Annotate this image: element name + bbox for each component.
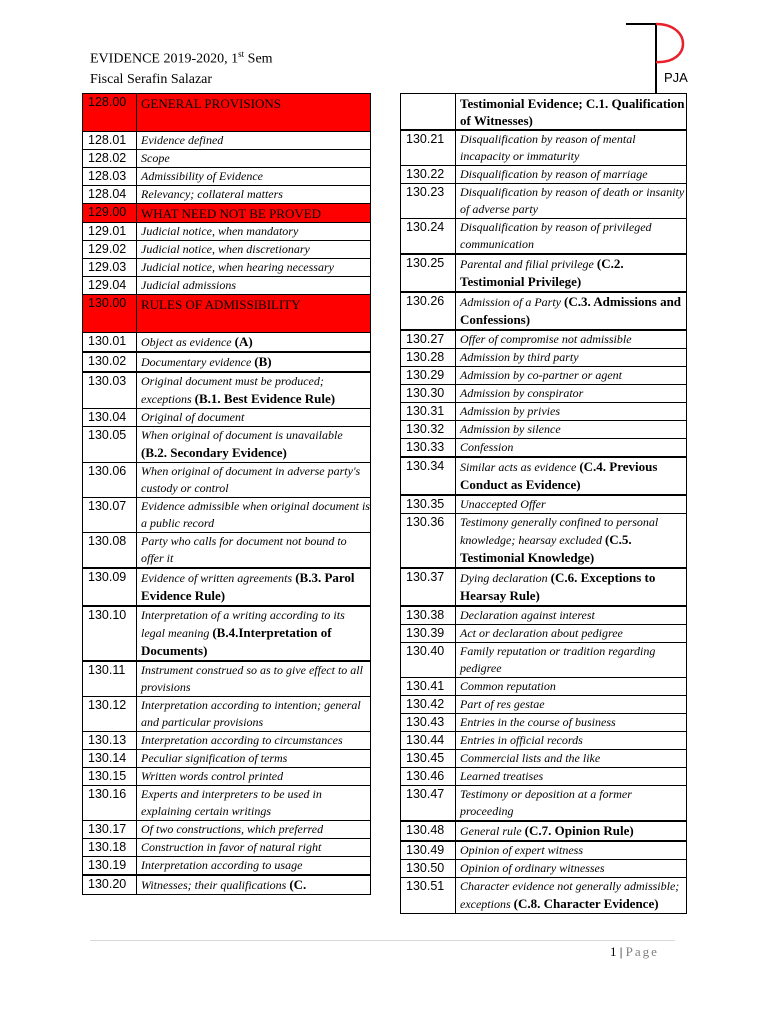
title-text: Admission by third party bbox=[460, 350, 579, 364]
toc-row bbox=[401, 606, 687, 625]
toc-row bbox=[83, 223, 371, 241]
topic-label: (C.4. Previous Conduct as Evidence) bbox=[460, 459, 658, 492]
section-title bbox=[137, 786, 371, 821]
title-text: WHAT NEED NOT BE PROVED bbox=[141, 206, 322, 221]
toc-row bbox=[401, 625, 687, 643]
title-text: Interpretation according to intention; general and particular provisions bbox=[141, 698, 361, 729]
toc-row bbox=[401, 421, 687, 439]
toc-row bbox=[401, 678, 687, 696]
toc-row bbox=[401, 385, 687, 403]
section-number: 129.00 bbox=[83, 204, 137, 223]
toc-row bbox=[83, 186, 371, 204]
section-number: 129.01 bbox=[83, 223, 137, 241]
section-title bbox=[456, 254, 687, 292]
section-title bbox=[137, 168, 371, 186]
right-toc-table bbox=[400, 93, 687, 914]
section-number: 129.04 bbox=[83, 277, 137, 295]
toc-row bbox=[83, 333, 371, 353]
toc-row bbox=[401, 219, 687, 255]
section-title bbox=[456, 457, 687, 495]
title-text: Written words control printed bbox=[141, 769, 284, 783]
section-title bbox=[456, 514, 687, 569]
section-number: 130.40 bbox=[401, 643, 456, 678]
section-number: 130.20 bbox=[83, 875, 137, 895]
section-title bbox=[137, 204, 371, 223]
section-title bbox=[137, 750, 371, 768]
title-text: Disqualification by reason of mental incapacity or immaturity bbox=[460, 132, 636, 163]
title-text: Of two constructions, which preferred bbox=[141, 822, 324, 836]
title-text: Parental and filial privilege bbox=[460, 257, 594, 271]
title-text: Disqualification by reason of privileged communication bbox=[460, 220, 652, 251]
section-number: 129.02 bbox=[83, 241, 137, 259]
section-number: 130.22 bbox=[401, 166, 456, 184]
section-number: 130.15 bbox=[83, 768, 137, 786]
topic-label: (B.1. Best Evidence Rule) bbox=[194, 391, 336, 406]
title-text: Interpretation according to usage bbox=[141, 858, 303, 872]
title-text: Experts and interpreters to be used in explaining certain writings bbox=[141, 787, 322, 818]
section-number: 130.24 bbox=[401, 219, 456, 255]
section-title bbox=[456, 714, 687, 732]
section-title bbox=[137, 768, 371, 786]
title-text: Evidence defined bbox=[141, 133, 224, 147]
title-text: Original of document bbox=[141, 410, 245, 424]
section-title bbox=[137, 223, 371, 241]
title-text: Common reputation bbox=[460, 679, 556, 693]
topic-label: (C.8. Character Evidence) bbox=[513, 896, 659, 911]
toc-row bbox=[401, 732, 687, 750]
footer-divider bbox=[90, 940, 675, 941]
title-text: Judicial admissions bbox=[141, 278, 236, 292]
toc-row bbox=[83, 750, 371, 768]
title-text: Admissibility of Evidence bbox=[141, 169, 263, 183]
section-number: 128.04 bbox=[83, 186, 137, 204]
toc-row bbox=[401, 821, 687, 841]
topic-label: (B) bbox=[254, 354, 272, 369]
section-title bbox=[456, 786, 687, 822]
section-number: 128.00 bbox=[83, 94, 137, 132]
title-text: Relevancy; collateral matters bbox=[141, 187, 283, 201]
section-title bbox=[456, 878, 687, 914]
section-title bbox=[137, 94, 371, 132]
toc-row bbox=[83, 857, 371, 876]
title-text: Admission by silence bbox=[460, 422, 561, 436]
section-title bbox=[137, 661, 371, 697]
section-number: 130.18 bbox=[83, 839, 137, 857]
title-text: Judicial notice, when mandatory bbox=[141, 224, 299, 238]
section-number: 130.42 bbox=[401, 696, 456, 714]
toc-row bbox=[83, 875, 371, 895]
title-text: Disqualification by reason of death or insanity of adverse party bbox=[460, 185, 685, 216]
topic-label: (B.2. Secondary Evidence) bbox=[141, 445, 287, 460]
toc-row bbox=[83, 132, 371, 150]
title-text: Admission by conspirator bbox=[460, 386, 584, 400]
title-text: Testimony generally confined to personal knowledge; hearsay excluded bbox=[460, 515, 659, 547]
course-title: EVIDENCE 2019-2020, 1st Sem bbox=[90, 49, 273, 67]
section-title bbox=[137, 427, 371, 463]
page-separator: | bbox=[619, 944, 623, 959]
section-title bbox=[456, 166, 687, 184]
title-text: Construction in favor of natural right bbox=[141, 840, 322, 854]
section-number: 130.33 bbox=[401, 439, 456, 458]
toc-row bbox=[83, 463, 371, 498]
toc-row bbox=[83, 277, 371, 295]
section-title bbox=[456, 625, 687, 643]
title-text: Admission by co-partner or agent bbox=[460, 368, 622, 382]
title-text: Entries in official records bbox=[460, 733, 583, 747]
left-toc-table bbox=[82, 93, 371, 895]
title-text: Act or declaration about pedigree bbox=[460, 626, 623, 640]
section-title bbox=[456, 841, 687, 860]
toc-row bbox=[401, 457, 687, 495]
section-title bbox=[137, 333, 371, 353]
page-number: 1 bbox=[610, 944, 617, 959]
title-text: Family reputation or tradition regarding pedigree bbox=[460, 644, 656, 675]
title-text: Learned treatises bbox=[460, 769, 544, 783]
section-title bbox=[137, 259, 371, 277]
toc-row bbox=[83, 697, 371, 732]
title-text: Opinion of expert witness bbox=[460, 843, 583, 857]
toc-row bbox=[401, 130, 687, 166]
toc-row bbox=[401, 786, 687, 822]
section-number: 130.37 bbox=[401, 568, 456, 606]
section-number: 128.01 bbox=[83, 132, 137, 150]
section-number: 130.51 bbox=[401, 878, 456, 914]
section-title bbox=[137, 498, 371, 533]
section-number: 130.47 bbox=[401, 786, 456, 822]
pja-logo-icon bbox=[622, 18, 692, 98]
title-text: Declaration against interest bbox=[460, 608, 595, 622]
toc-row bbox=[401, 367, 687, 385]
section-number: 130.28 bbox=[401, 349, 456, 367]
title-text: Unaccepted Offer bbox=[460, 497, 546, 511]
title-text: When original of document in adverse party's custody or control bbox=[141, 464, 361, 495]
toc-row bbox=[83, 241, 371, 259]
title-text: Evidence admissible when original document is a public record bbox=[141, 499, 370, 530]
toc-row bbox=[83, 352, 371, 372]
section-number: 130.17 bbox=[83, 821, 137, 839]
toc-row bbox=[401, 750, 687, 768]
section-number: 130.09 bbox=[83, 568, 137, 606]
toc-row bbox=[83, 568, 371, 606]
title-text: Part of res gestae bbox=[460, 697, 545, 711]
section-title bbox=[456, 732, 687, 750]
logo-text: PJA bbox=[664, 70, 688, 85]
section-number: 128.03 bbox=[83, 168, 137, 186]
toc-row bbox=[401, 714, 687, 732]
section-title bbox=[456, 696, 687, 714]
instructor-name: Fiscal Serafin Salazar bbox=[90, 71, 213, 87]
document-header bbox=[90, 44, 273, 90]
section-number: 130.30 bbox=[401, 385, 456, 403]
section-title bbox=[456, 130, 687, 166]
toc-row bbox=[401, 184, 687, 219]
toc-row bbox=[83, 661, 371, 697]
toc-row bbox=[401, 403, 687, 421]
section-number: 130.07 bbox=[83, 498, 137, 533]
section-number: 130.26 bbox=[401, 292, 456, 330]
section-title bbox=[137, 857, 371, 876]
toc-row bbox=[83, 150, 371, 168]
section-title bbox=[137, 352, 371, 372]
section-number: 130.50 bbox=[401, 860, 456, 878]
section-number: 130.06 bbox=[83, 463, 137, 498]
title-text: When original of document is unavailable bbox=[141, 428, 343, 442]
section-title bbox=[137, 839, 371, 857]
section-title bbox=[456, 678, 687, 696]
title-text: Dying declaration bbox=[460, 571, 548, 585]
title-text: Scope bbox=[141, 151, 170, 165]
section-number: 130.21 bbox=[401, 130, 456, 166]
title-text: Commercial lists and the like bbox=[460, 751, 601, 765]
section-title bbox=[456, 439, 687, 458]
topic-label: (C.5. Testimonial Knowledge) bbox=[460, 532, 632, 565]
section-row bbox=[83, 94, 371, 132]
toc-row bbox=[83, 768, 371, 786]
title-text: Evidence of written agreements bbox=[141, 571, 293, 585]
section-title bbox=[456, 94, 687, 131]
section-title bbox=[137, 409, 371, 427]
section-number: 130.04 bbox=[83, 409, 137, 427]
toc-row bbox=[83, 498, 371, 533]
section-title bbox=[456, 292, 687, 330]
topic-label: (A) bbox=[234, 334, 253, 349]
topic-label: (B.4.Interpretation of Documents) bbox=[141, 625, 332, 658]
section-number: 130.45 bbox=[401, 750, 456, 768]
section-number: 130.44 bbox=[401, 732, 456, 750]
section-title bbox=[137, 875, 371, 895]
title-text: Admission by privies bbox=[460, 404, 560, 418]
title-text: Disqualification by reason of marriage bbox=[460, 167, 648, 181]
toc-row bbox=[83, 259, 371, 277]
section-title bbox=[456, 219, 687, 255]
title-text: Judicial notice, when discretionary bbox=[141, 242, 310, 256]
toc-row bbox=[83, 839, 371, 857]
toc-row bbox=[401, 841, 687, 860]
title-text: Instrument construed so as to give effect to all provisions bbox=[141, 663, 363, 694]
section-number: 130.46 bbox=[401, 768, 456, 786]
toc-row bbox=[401, 878, 687, 914]
section-number: 130.48 bbox=[401, 821, 456, 841]
section-title bbox=[456, 349, 687, 367]
section-title bbox=[456, 421, 687, 439]
section-title bbox=[137, 732, 371, 750]
section-number: 130.29 bbox=[401, 367, 456, 385]
section-title bbox=[456, 385, 687, 403]
section-number: 130.39 bbox=[401, 625, 456, 643]
toc-row bbox=[83, 732, 371, 750]
toc-row bbox=[83, 427, 371, 463]
toc-row bbox=[401, 643, 687, 678]
section-number: 130.41 bbox=[401, 678, 456, 696]
section-title bbox=[137, 606, 371, 661]
topic-label: (C.3. Admissions and Confessions) bbox=[460, 294, 682, 327]
topic-label: (C. bbox=[289, 877, 307, 892]
section-row bbox=[83, 295, 371, 333]
section-title bbox=[456, 606, 687, 625]
section-number: 130.38 bbox=[401, 606, 456, 625]
toc-row bbox=[401, 330, 687, 349]
section-number: 130.31 bbox=[401, 403, 456, 421]
section-number: 130.43 bbox=[401, 714, 456, 732]
title-text: Entries in the course of business bbox=[460, 715, 616, 729]
toc-row bbox=[83, 821, 371, 839]
title-text: Confession bbox=[460, 440, 514, 454]
section-title bbox=[137, 132, 371, 150]
toc-row bbox=[83, 533, 371, 569]
title-text: Offer of compromise not admissible bbox=[460, 332, 632, 346]
toc-row bbox=[401, 254, 687, 292]
section-title bbox=[137, 697, 371, 732]
section-title bbox=[137, 295, 371, 333]
section-title bbox=[137, 186, 371, 204]
toc-row bbox=[401, 768, 687, 786]
topic-label: (C.7. Opinion Rule) bbox=[524, 823, 634, 838]
section-title bbox=[137, 463, 371, 498]
section-number: 130.12 bbox=[83, 697, 137, 732]
section-title bbox=[456, 495, 687, 514]
section-number: 130.25 bbox=[401, 254, 456, 292]
toc-row bbox=[83, 606, 371, 661]
title-text: Witnesses; their qualifications bbox=[141, 878, 287, 892]
title-text: Judicial notice, when hearing necessary bbox=[141, 260, 334, 274]
topic-label: (C.2. Testimonial Privilege) bbox=[460, 256, 624, 289]
title-text: Peculiar signification of terms bbox=[141, 751, 288, 765]
section-number bbox=[401, 94, 456, 131]
toc-row bbox=[401, 349, 687, 367]
toc-row bbox=[83, 786, 371, 821]
section-number: 130.01 bbox=[83, 333, 137, 353]
section-title bbox=[456, 330, 687, 349]
title-text: General rule bbox=[460, 824, 522, 838]
section-title bbox=[456, 768, 687, 786]
section-title bbox=[137, 372, 371, 409]
topic-label: (B.3. Parol Evidence Rule) bbox=[141, 570, 355, 603]
title-text: Interpretation of a writing according to its legal meaning bbox=[141, 608, 345, 640]
toc-row bbox=[401, 292, 687, 330]
title-text: Documentary evidence bbox=[141, 355, 252, 369]
section-title bbox=[456, 367, 687, 385]
title-text: Admission of a Party bbox=[460, 295, 561, 309]
title-text: Object as evidence bbox=[141, 335, 232, 349]
section-title bbox=[137, 241, 371, 259]
title-text: RULES OF ADMISSIBILITY bbox=[141, 297, 301, 312]
toc-row bbox=[401, 696, 687, 714]
toc-row bbox=[401, 495, 687, 514]
section-row bbox=[83, 204, 371, 223]
toc-row bbox=[401, 94, 687, 131]
section-number: 130.02 bbox=[83, 352, 137, 372]
toc-row bbox=[401, 439, 687, 458]
section-title bbox=[137, 821, 371, 839]
section-title bbox=[137, 150, 371, 168]
title-text: Testimony or deposition at a former proceeding bbox=[460, 787, 632, 818]
section-number: 130.36 bbox=[401, 514, 456, 569]
section-number: 130.32 bbox=[401, 421, 456, 439]
section-title bbox=[456, 643, 687, 678]
title-text: Opinion of ordinary witnesses bbox=[460, 861, 605, 875]
section-title bbox=[137, 568, 371, 606]
section-number: 130.05 bbox=[83, 427, 137, 463]
section-number: 130.16 bbox=[83, 786, 137, 821]
section-title bbox=[456, 750, 687, 768]
toc-row bbox=[401, 568, 687, 606]
section-number: 130.14 bbox=[83, 750, 137, 768]
toc-row bbox=[401, 166, 687, 184]
section-number: 130.34 bbox=[401, 457, 456, 495]
section-title bbox=[456, 821, 687, 841]
section-title bbox=[456, 860, 687, 878]
page-word: Page bbox=[625, 944, 659, 959]
section-title bbox=[137, 533, 371, 569]
section-number: 129.03 bbox=[83, 259, 137, 277]
title-text: Interpretation according to circumstances bbox=[141, 733, 343, 747]
page-footer bbox=[610, 944, 659, 960]
title-text: Character evidence not generally admissible; exceptions bbox=[460, 879, 680, 911]
section-title bbox=[456, 403, 687, 421]
section-number: 130.35 bbox=[401, 495, 456, 514]
topic-label: Testimonial Evidence; C.1. Qualification of Witnesses) bbox=[460, 96, 685, 128]
section-number: 130.27 bbox=[401, 330, 456, 349]
section-number: 130.23 bbox=[401, 184, 456, 219]
section-title bbox=[137, 277, 371, 295]
toc-row bbox=[401, 860, 687, 878]
toc-row bbox=[83, 372, 371, 409]
section-number: 130.13 bbox=[83, 732, 137, 750]
section-number: 130.49 bbox=[401, 841, 456, 860]
section-number: 130.19 bbox=[83, 857, 137, 876]
section-number: 130.10 bbox=[83, 606, 137, 661]
section-number: 130.11 bbox=[83, 661, 137, 697]
toc-row bbox=[401, 514, 687, 569]
topic-label: (C.6. Exceptions to Hearsay Rule) bbox=[460, 570, 656, 603]
section-number: 130.00 bbox=[83, 295, 137, 333]
section-title bbox=[456, 184, 687, 219]
toc-row bbox=[83, 409, 371, 427]
section-number: 130.03 bbox=[83, 372, 137, 409]
toc-row bbox=[83, 168, 371, 186]
section-number: 130.08 bbox=[83, 533, 137, 569]
title-text: GENERAL PROVISIONS bbox=[141, 96, 281, 111]
title-text: Party who calls for document not bound to offer it bbox=[141, 534, 347, 565]
title-text: Original document must be produced; exceptions bbox=[141, 374, 324, 406]
title-text: Similar acts as evidence bbox=[460, 460, 577, 474]
section-number: 128.02 bbox=[83, 150, 137, 168]
section-title bbox=[456, 568, 687, 606]
